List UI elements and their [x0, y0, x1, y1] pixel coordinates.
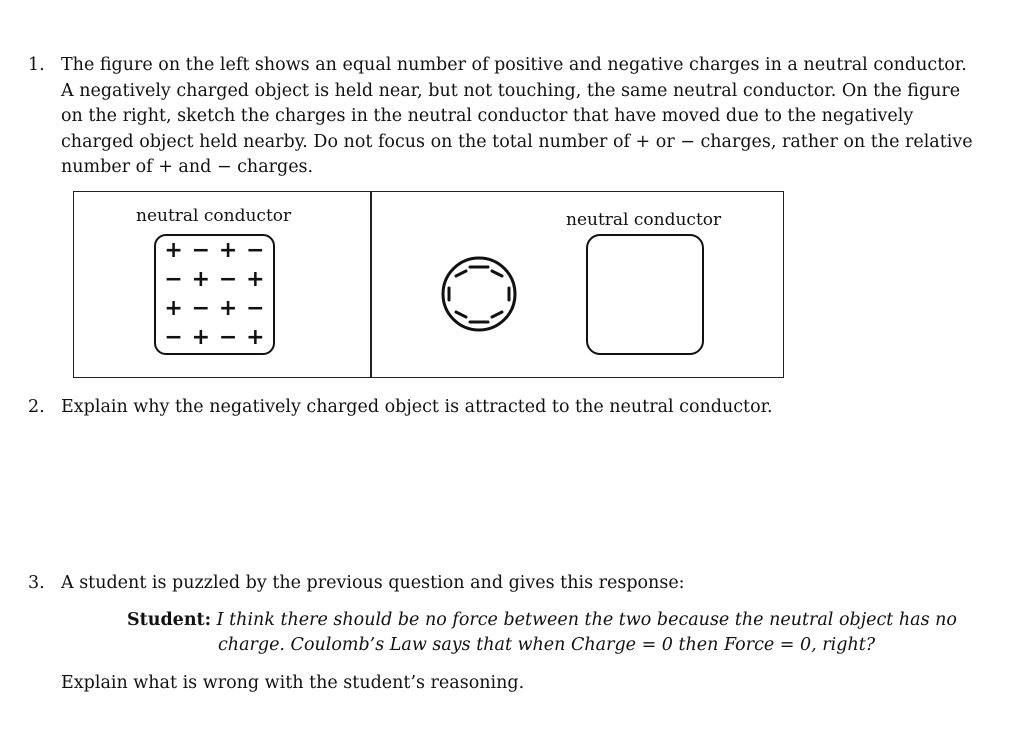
student-quote-line-2	[218, 635, 875, 655]
question-1-number: 1.	[28, 55, 45, 75]
student-quote-line-1	[127, 610, 957, 630]
negative-charge: −	[218, 325, 238, 351]
question-3-prompt: Explain what is wrong with the student’s reasoning.	[61, 673, 525, 693]
question-3-text: A student is puzzled by the previous question and gives this response:	[61, 573, 685, 593]
student-speech-2: charge. Coulomb’s Law says that when Charge = 0 then Force = 0, right?	[218, 635, 876, 655]
student-label: Student:	[127, 610, 212, 630]
negative-charge: −	[218, 266, 238, 292]
negatively-charged-object	[438, 254, 520, 336]
question-1-line: A negatively charged object is held near, but not touching, the same neutral conductor. On the figure	[61, 80, 961, 101]
question-1-line: number of + and − charges.	[61, 157, 314, 177]
question-1-line: charged object held nearby. Do not focus on the total number of + or − charges, rather on the relative	[61, 131, 973, 152]
negative-charge: −	[191, 237, 211, 263]
question-1-line: The figure on the left shows an equal number of positive and negative charges in a neutral conductor.	[61, 55, 967, 75]
charged-object-circle	[443, 258, 515, 330]
positive-charge: +	[246, 325, 265, 351]
charge-grid	[160, 236, 269, 353]
positive-charge: +	[164, 296, 183, 322]
student-speech-1: I think there should be no force between the two because the neutral object has no	[216, 610, 957, 630]
question-1-line: on the right, sketch the charges in the neutral conductor that have moved due to the negatively	[61, 106, 914, 126]
positive-charge: +	[218, 296, 238, 322]
question-2-text: Explain why the negatively charged object is attracted to the neutral conductor.	[61, 397, 773, 417]
positive-charge: +	[164, 237, 183, 263]
negative-charge: −	[164, 266, 183, 292]
negative-charge: −	[164, 325, 183, 351]
question-3-number: 3.	[28, 573, 45, 593]
left-conductor-label: neutral conductor	[136, 206, 292, 226]
left-neutral-conductor	[154, 234, 275, 355]
right-conductor-label: neutral conductor	[566, 210, 722, 230]
charge-figure	[73, 191, 784, 378]
right-neutral-conductor-sketch-area[interactable]	[586, 234, 704, 355]
question-3-body	[61, 571, 685, 597]
question-1-text	[61, 53, 973, 181]
positive-charge: +	[218, 237, 238, 263]
positive-charge: +	[191, 266, 211, 292]
negative-charge: −	[191, 296, 211, 322]
positive-charge: +	[246, 266, 265, 292]
question-2-body	[61, 395, 773, 421]
negative-charge: −	[246, 296, 265, 322]
positive-charge: +	[191, 325, 211, 351]
question-2-number: 2.	[28, 397, 45, 417]
negative-charge: −	[246, 237, 265, 263]
figure-divider	[370, 192, 372, 377]
